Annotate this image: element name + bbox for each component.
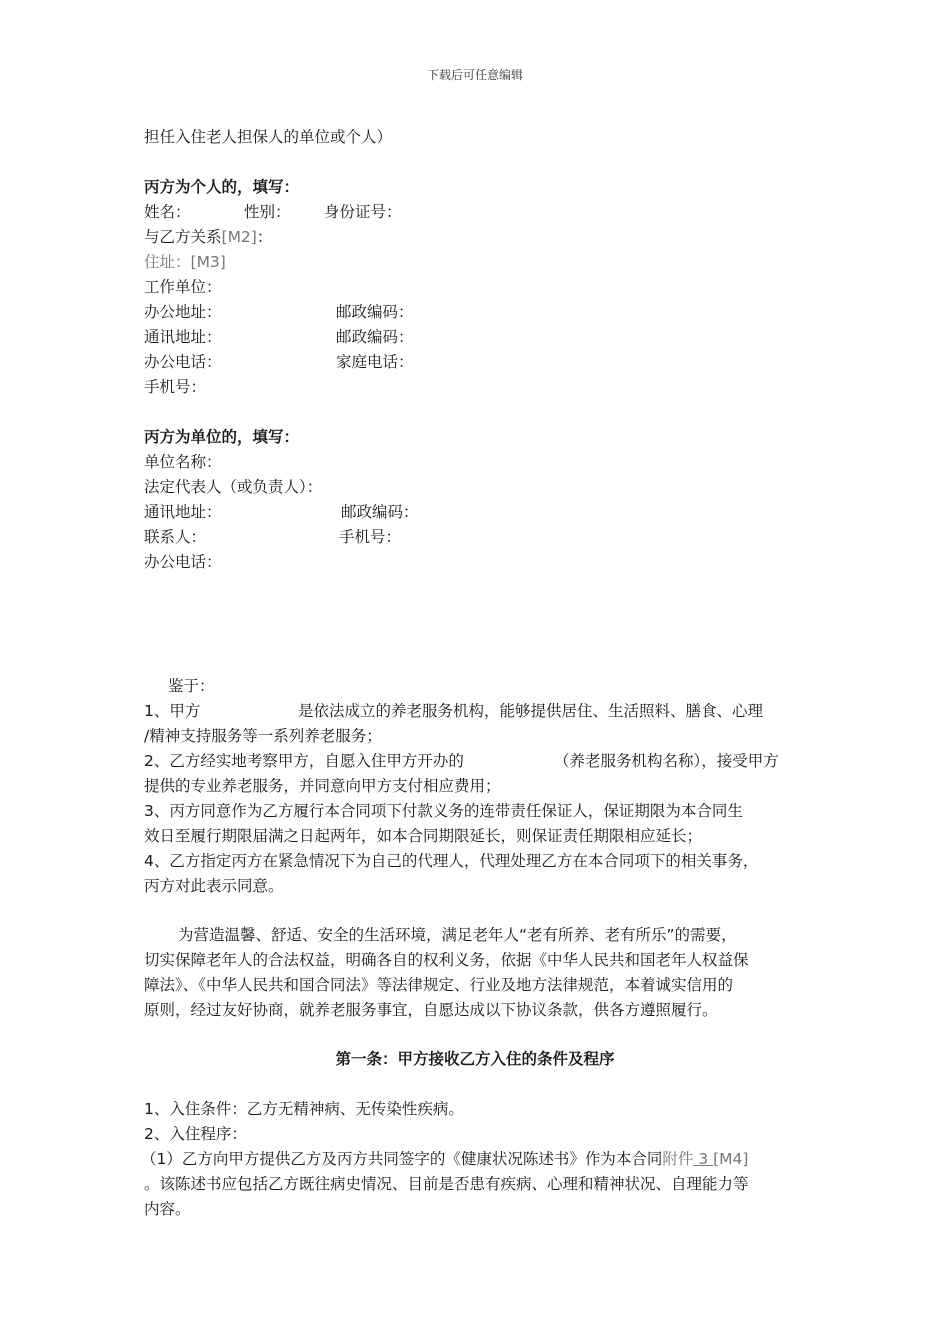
work-unit-label: 工作单位： — [144, 278, 222, 296]
attachment-number: 3 — [693, 1150, 714, 1168]
office-phone-label: 办公电话： — [144, 353, 222, 371]
article1-condition: 1、入住条件：乙方无精神病、无传染性疾病。 — [144, 1100, 464, 1118]
legal-rep-label: 法定代表人（或负责人）： — [144, 478, 323, 496]
name-label: 姓名： — [144, 203, 191, 221]
whereas-title: 鉴于： — [168, 677, 215, 695]
mail-address-label: 通讯地址： — [144, 328, 222, 346]
phone-row — [144, 352, 444, 372]
page-header: 下载后可任意编辑 — [426, 68, 523, 82]
article1-proc1-text: （1）乙方向甲方提供乙方及丙方共同签字的《健康状况陈述书》作为本合同 — [141, 1150, 663, 1168]
org-mail-row — [144, 502, 444, 522]
whereas-item3-line1: 3、丙方同意作为乙方履行本合同项下付款义务的连带责任保证人，保证期限为本合同生 — [144, 802, 743, 820]
preamble-line3: 障法》、《中华人民共和国合同法》等法律规定、行业及地方法律规范，本着诚实信用的 — [144, 976, 734, 994]
article1-proc1-line1 — [141, 1149, 748, 1169]
whereas-item4-line1: 4、乙方指定丙方在紧急情况下为自己的代理人，代理处理乙方在本合同项下的相关事务， — [144, 852, 759, 870]
org-zip-label: 邮政编码： — [341, 503, 419, 521]
mobile-label: 手机号： — [144, 378, 207, 396]
article1-proc1-line3: 内容。 — [144, 1200, 191, 1218]
name-gender-id-row — [144, 202, 544, 222]
office-address-label: 办公地址： — [144, 303, 222, 321]
whereas-item2-text: 2、乙方经实地考察甲方，自愿入住甲方开办的 — [144, 752, 464, 770]
gender-label: 性别： — [244, 203, 291, 221]
contact-label: 联系人： — [144, 528, 207, 546]
individual-heading: 丙方为个人的，填写： — [144, 178, 300, 196]
organization-heading: 丙方为单位的，填写： — [144, 428, 300, 446]
preamble-line4: 原则，经过友好协商，就养老服务事宜，自愿达成以下协议条款，供各方遵照履行。 — [144, 1001, 718, 1019]
comment-marker-m4[interactable]: [M4] — [713, 1150, 749, 1168]
address-row — [144, 252, 226, 272]
address-label: 住址： — [144, 253, 191, 271]
office-zip-label: 邮政编码： — [336, 303, 414, 321]
article1-title: 第一条：甲方接收乙方入住的条件及程序 — [335, 1050, 615, 1068]
preamble-line2: 切实保障老年人的合法权益，明确各自的权利义务，依据《中华人民共和国老年人权益保 — [144, 951, 749, 969]
relation-colon: ： — [256, 228, 273, 246]
whereas-item4-line2: 丙方对此表示同意。 — [144, 877, 284, 895]
whereas-item2-line1 — [144, 751, 804, 771]
id-label: 身份证号： — [324, 203, 402, 221]
mail-zip-label: 邮政编码： — [336, 328, 414, 346]
comment-marker-m3[interactable]: [M3] — [190, 253, 226, 271]
whereas-item3-line2: 效日至履行期限届满之日起两年，如本合同期限延长，则保证责任期限相应延长； — [144, 827, 703, 845]
article1-procedure: 2、入住程序： — [144, 1125, 247, 1143]
org-mail-address-label: 通讯地址： — [144, 503, 222, 521]
article1-proc1-line2: 。该陈述书应包括乙方既往病史情况、目前是否患有疾病、心理和精神状况、自理能力等 — [144, 1175, 749, 1193]
whereas-item2-line2: 提供的专业养老服务，并同意向甲方支付相应费用； — [144, 777, 501, 795]
whereas-item1-line1 — [144, 701, 804, 721]
intro-tail: 担任入住老人担保人的单位或个人） — [144, 128, 393, 146]
org-office-phone-label: 办公电话： — [144, 553, 222, 571]
office-address-row — [144, 302, 444, 322]
whereas-item1-line2: /精神支持服务等一系列养老服务； — [144, 727, 382, 745]
org-contact-row — [144, 527, 444, 547]
relation-label: 与乙方关系 — [144, 228, 222, 246]
home-phone-label: 家庭电话： — [336, 353, 414, 371]
comment-marker-m2[interactable]: [M2] — [221, 228, 257, 246]
mail-address-row — [144, 327, 444, 347]
whereas-item2-tail: （养老服务机构名称），接受甲方 — [554, 752, 779, 770]
whereas-item1-text: 是依法成立的养老服务机构，能够提供居住、生活照料、膳食、心理 — [298, 702, 764, 720]
relation-row — [144, 227, 272, 247]
org-mobile-label: 手机号： — [339, 528, 402, 546]
unit-name-label: 单位名称： — [144, 453, 222, 471]
attachment-label: 附件 — [662, 1150, 694, 1168]
whereas-item1-party: 1、甲方 — [144, 702, 201, 720]
preamble-line1: 为营造温馨、舒适、安全的生活环境，满足老年人“老有所养、老有所乐”的需要， — [178, 926, 737, 944]
